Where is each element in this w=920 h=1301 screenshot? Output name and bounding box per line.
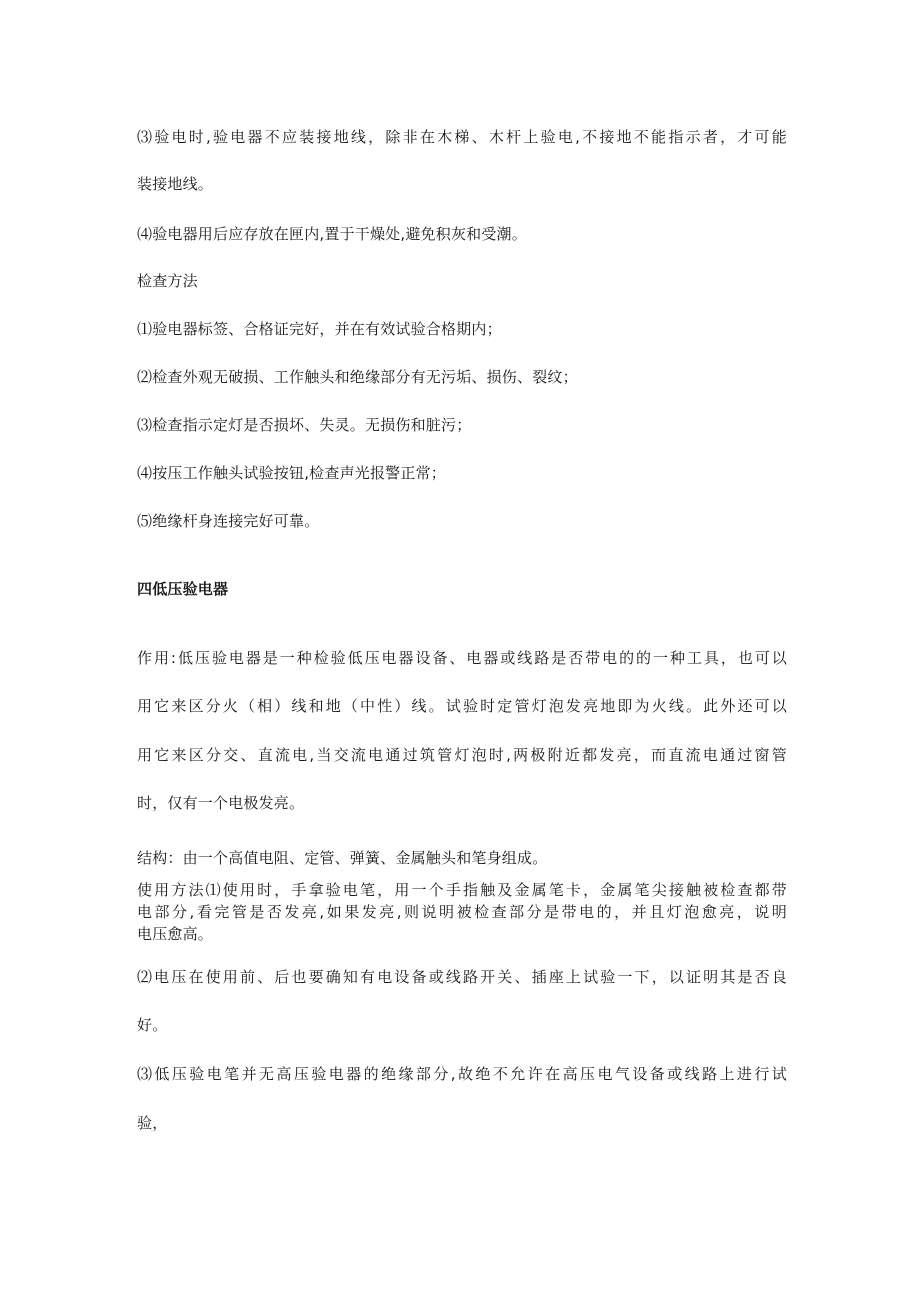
paragraph-line: 作用:低压验电器是一种检验低压电器设备、电器或线路是否带电的的一种工具，也可以 — [137, 649, 787, 667]
list-item: ⑸绝缘杆身连接完好可靠。 — [137, 512, 320, 530]
paragraph-line: ⑶低压验电笔并无高压验电器的绝缘部分,故绝不允许在高压电气设备或线路上进行试 — [137, 1065, 787, 1083]
paragraph-line: ⑶验电时,验电器不应装接地线，除非在木梯、木杆上验电,不接地不能指示者，才可能 — [137, 128, 787, 146]
list-item: ⑶检查指示定灯是否损坏、失灵。无损伤和脏污； — [137, 416, 472, 434]
paragraph-line: 装接地线。 — [137, 175, 214, 193]
list-item: ⑵检查外观无破损、工作触头和绝缘部分有无污垢、损伤、裂纹； — [137, 368, 578, 386]
paragraph-line: ⑷验电器用后应存放在匣内,置于干燥处,避免积灰和受潮。 — [137, 225, 527, 243]
paragraph-line: ⑵电压在使用前、后也要确知有电设备或线路开关、插座上试验一下，以证明其是否良 — [137, 968, 787, 986]
paragraph-line: 电压愈高。 — [137, 925, 214, 943]
paragraph-line: 使用方法⑴使用时，手拿验电笔，用一个手指触及金属笔卡，金属笔尖接触被检查都带 — [137, 881, 787, 899]
paragraph-line: 验， — [137, 1114, 168, 1132]
paragraph-line: 用它来区分交、直流电,当交流电通过筑管灯泡时,两极附近都发亮，而直流电通过窗管 — [137, 746, 787, 764]
section-heading: 四低压验电器 — [137, 580, 229, 598]
paragraph-line: 结构：由一个高值电阻、定管、弹簧、金属触头和笔身组成。 — [137, 849, 548, 867]
section-label: 检查方法 — [137, 272, 198, 290]
list-item: ⑷按压工作触头试验按钮,检查声光报警正常； — [137, 464, 446, 482]
paragraph-line: 时，仅有一个电极发亮。 — [137, 794, 305, 812]
paragraph-line: 用它来区分火（相）线和地（中性）线。试验时定管灯泡发亮地即为火线。此外还可以 — [137, 697, 787, 715]
paragraph-line: 好。 — [137, 1016, 168, 1034]
paragraph-line: 电部分,看完管是否发亮,如果发亮,则说明被检查部分是带电的，并且灯泡愈亮，说明 — [137, 903, 787, 921]
list-item: ⑴验电器标签、合格证完好，并在有效试验合格期内； — [137, 320, 502, 338]
